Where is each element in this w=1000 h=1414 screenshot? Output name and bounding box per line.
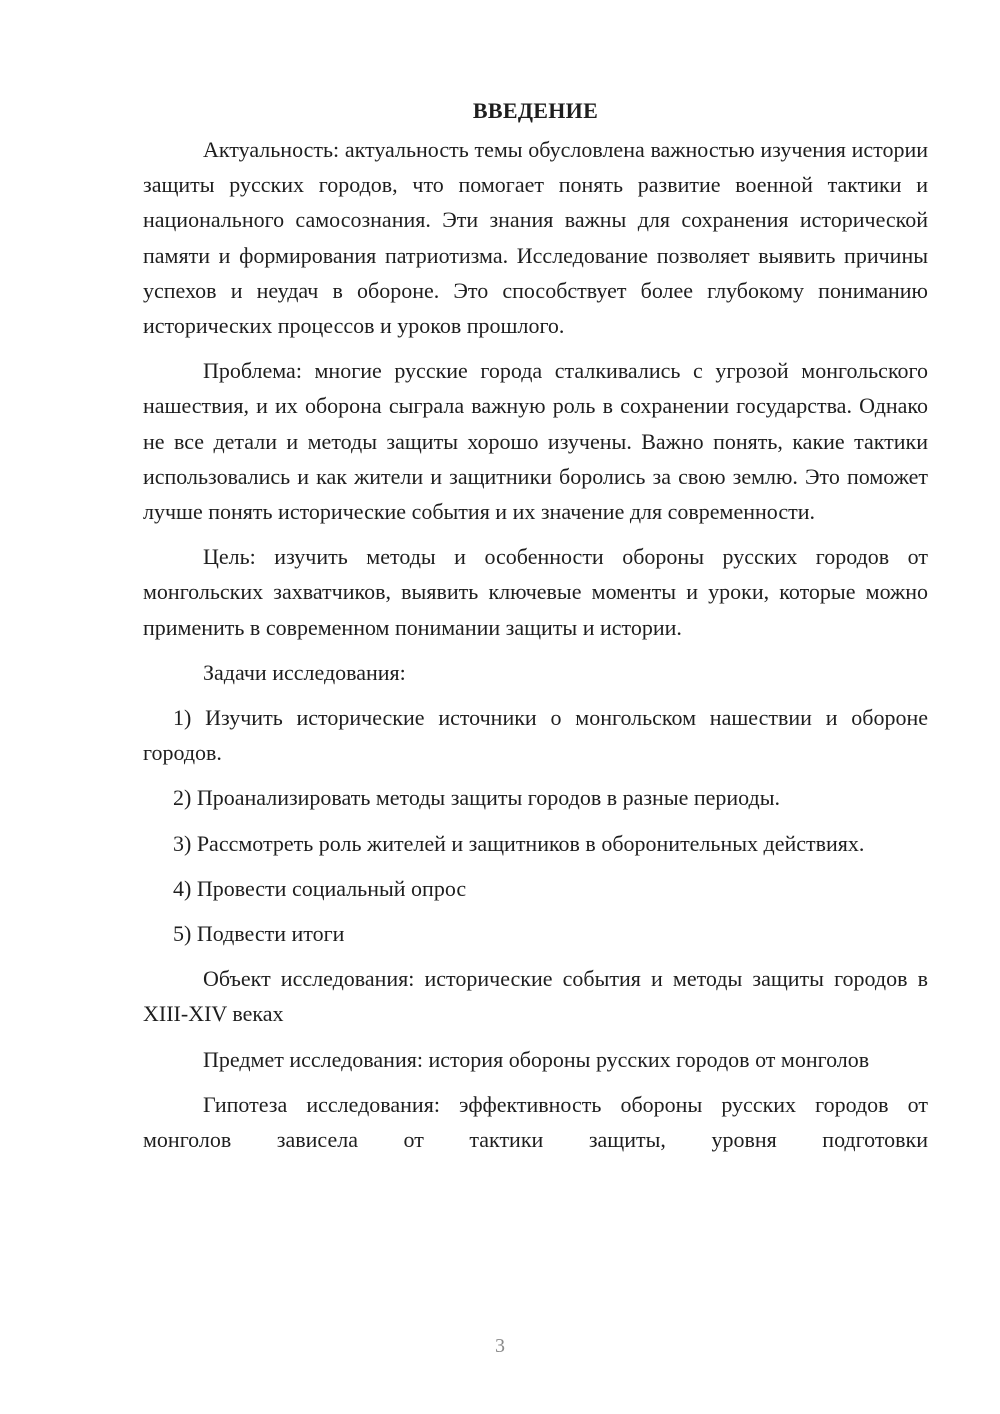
subject-paragraph: Предмет исследования: история обороны русских городов от монголов [203, 1046, 870, 1072]
task-item: 5) Подвести итоги [173, 921, 345, 947]
problem-paragraph: Проблема: многие русские города сталкивались с угрозой монгольского нашествия, и их оборона сыграла важную роль в сохранении государства. Однако не все детали и методы защиты хорошо изучены. Важно понять, какие тактики использовались и как жители и защитники боролись за свою землю. Это поможет лучше понять исторические события и их значение для современности. [143, 358, 928, 525]
page-number: 3 [495, 1335, 505, 1357]
goal-paragraph: Цель: изучить методы и особенности обороны русских городов от монгольских захватчиков, выявить ключевые моменты и уроки, которые можно применить в современном понимании защиты и истории. [143, 544, 928, 640]
task-item: 3) Рассмотреть роль жителей и защитников в оборонительных действиях. [173, 830, 865, 856]
task-item: 1) Изучить исторические источники о монгольском нашествии и обороне городов. [143, 705, 928, 766]
task-item: 4) Провести социальный опрос [173, 875, 467, 901]
object-paragraph: Объект исследования: исторические события и методы защиты городов в XIII-XIV веках [143, 966, 928, 1027]
tasks-heading: Задачи исследования: [203, 659, 406, 685]
task-item: 2) Проанализировать методы защиты городов в разные периоды. [173, 785, 781, 811]
relevance-paragraph: Актуальность: актуальность темы обусловлена важностью изучения истории защиты русских городов, что помогает понять развитие военной тактики и национального самосознания. Эти знания важны для сохранения исторической памяти и формирования патриотизма. Исследование позволяет выявить причины успехов и неудач в обороне. Это способствует более глубокому пониманию исторических процессов и уроков прошлого. [143, 137, 928, 339]
document-page [143, 96, 928, 1167]
hypothesis-paragraph: Гипотеза исследования: эффективность обороны русских городов от монголов зависела от тактики защиты, уровня подготовки [143, 1091, 928, 1153]
page-title: ВВЕДЕНИЕ [472, 98, 599, 123]
